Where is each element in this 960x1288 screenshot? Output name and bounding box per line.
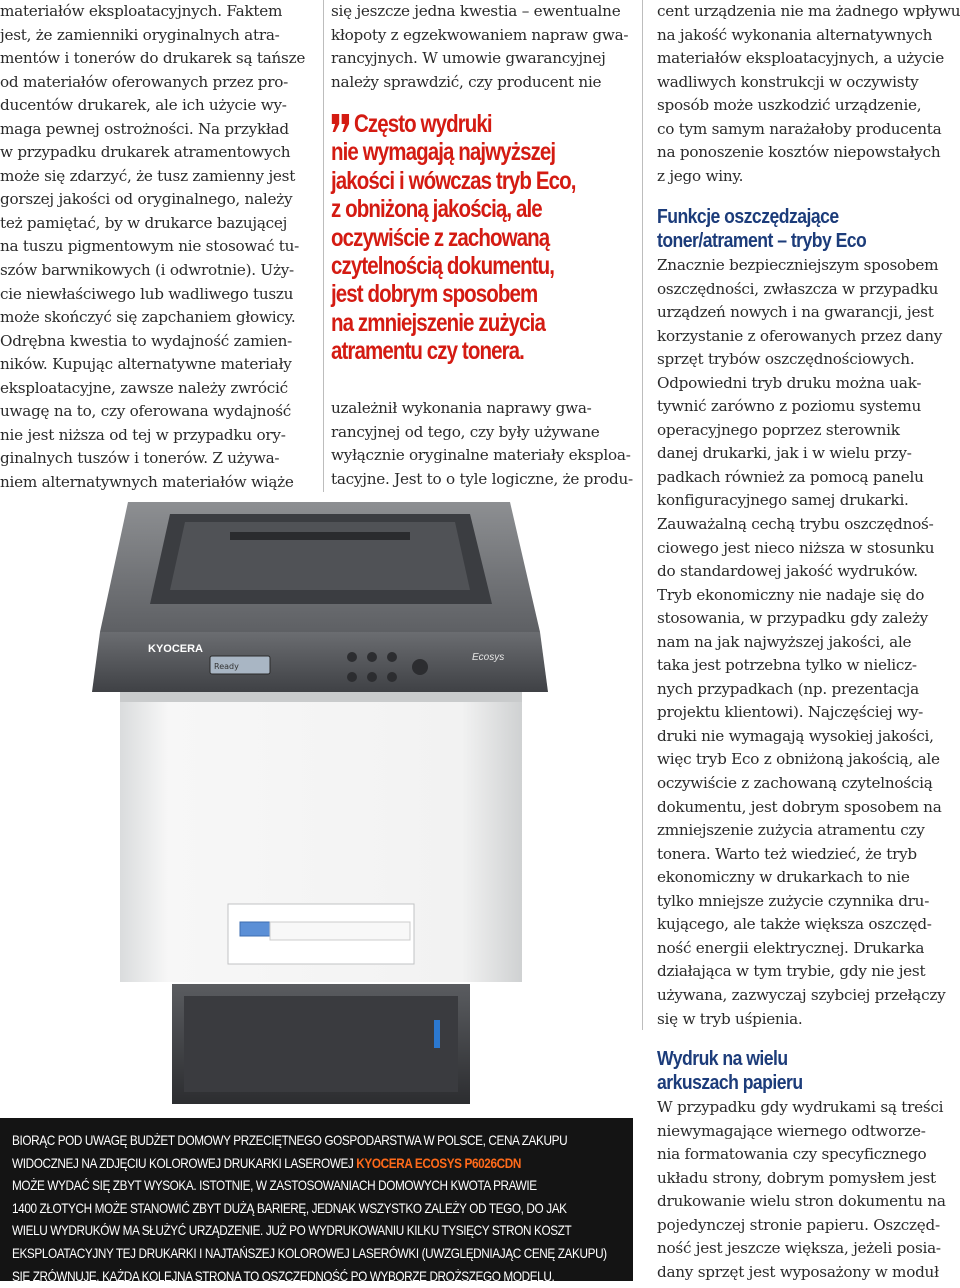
- text-line: pojedynczej stronie papieru. Oszczęd-: [657, 1215, 940, 1234]
- caption-product-name: KYOCERA ECOSYS P6026CDN: [356, 1155, 521, 1171]
- text-line: może się zdarzyć, że tusz zamienny jest: [0, 166, 296, 185]
- printer-body: [120, 692, 522, 982]
- pull-quote-line: Często wydruki: [331, 110, 577, 138]
- text-line: tywnić zarówno z poziomu systemu: [657, 397, 922, 416]
- text-line: uzależnił wykonania naprawy gwa-: [331, 399, 592, 417]
- text-line: szów barwnikowych (i odwrotnie). Uży-: [0, 261, 294, 280]
- section-heading-line: Wydruk na wielu: [657, 1048, 788, 1070]
- text-line: niewymagające wiernego odtworze-: [657, 1121, 926, 1140]
- text-line: zmniejszenie zużycia atramentu czy: [657, 821, 925, 840]
- article-column-middle-top: [331, 0, 628, 94]
- text-line: eksploatacyjne, zawsze należy zwrócić: [0, 378, 288, 397]
- text-line: na jakość wykonania alternatywnych: [657, 25, 933, 44]
- pull-quote-line: oczywiście z zachowaną: [331, 223, 550, 252]
- text-line: mentów i tonerów do drukarek są tańsze: [0, 49, 306, 68]
- section-heading-line: toner/atrament – tryby Eco: [657, 229, 867, 252]
- text-line: gorszej jakości od oryginalnego, należy: [0, 190, 293, 209]
- printer-brand-logo: KYOCERA: [148, 643, 204, 655]
- pull-quote-line: jakości i wówczas tryb Eco,: [331, 166, 576, 195]
- text-line: Odrębna kwestia to wydajność zamien-: [0, 331, 293, 350]
- text-line: ciowego jest nieco niższa w stosunku: [657, 538, 935, 557]
- text-line: rancyjnych. W umowie gwarancyjnej: [331, 49, 606, 68]
- caption-line: MOŻE WYDAĆ SIĘ ZBYT WYSOKA. ISTOTNIE, W ZASTOSOWANIACH DOMOWYCH KWOTA PRAWIE: [12, 1178, 537, 1194]
- text-line: niem alternatywnych materiałów wiąże: [0, 472, 294, 491]
- text-line: nie jest niższa od tej w przypadku ory-: [0, 425, 286, 444]
- text-line: stosowania, w przypadku gdy zależy: [657, 609, 928, 628]
- text-line: sposób może uszkodzić urządzenie,: [657, 96, 922, 115]
- text-line: nych przypadkach (np. prezentacja: [657, 679, 919, 698]
- pull-quote-line: atramentu czy tonera.: [331, 337, 524, 366]
- text-line: tylko mniejsze zużycie czynnika dru-: [657, 891, 930, 910]
- quote-mark-icon: [331, 113, 351, 133]
- column-divider-left: [323, 0, 324, 492]
- text-line: operacyjnego poprzez sterownik: [657, 420, 900, 439]
- text-line: tacyjne. Jest to o tyle logiczne, że produ-: [331, 469, 633, 488]
- text-line: z jego winy.: [657, 166, 744, 185]
- text-line: uwagę na to, czy oferowana wydajność: [0, 402, 292, 421]
- text-line: używana, zazwyczaj szybciej przełączy: [657, 985, 946, 1004]
- printer-paper-tray: [172, 984, 470, 1104]
- pull-quote-line: jest dobrym sposobem: [331, 280, 538, 309]
- text-line: wyłącznie oryginalne materiały eksploa-: [331, 446, 631, 465]
- text-line: tonera. Warto też wiedzieć, że tryb: [657, 844, 917, 863]
- text-line: W przypadku gdy wydrukami są treści: [657, 1098, 944, 1116]
- section-heading-multi-sheet: [657, 1048, 803, 1095]
- text-line: ność jest jeszcze większa, jeżeli posia-: [657, 1239, 941, 1258]
- caption-line: EKSPLOATACYJNY TEJ DRUKARKI I NAJTAŃSZEJ KOLOROWEJ LASERÓWKI (UWZGLĘDNIAJĄC CENĘ ZAKUPU): [12, 1245, 607, 1261]
- pull-quote-line: z obniżoną jakością, ale: [331, 195, 542, 224]
- text-line: dokumentu, jest dobrym sposobem na: [657, 797, 942, 816]
- article-column-right-middle: [657, 254, 945, 1031]
- text-line: do standardowej jakość wydruków.: [657, 562, 918, 581]
- text-line: ginalnych tuszów i tonerów. Z używa-: [0, 449, 280, 468]
- text-line: materiałów eksploatacyjnych. Faktem: [0, 2, 283, 20]
- caption-line: BIORĄC POD UWAGĘ BUDŻET DOMOWY PRZECIĘTNEGO GOSPODARSTWA W POLSCE, CENA ZAKUPU: [12, 1133, 568, 1148]
- text-line: co tym samym narażałoby producenta: [657, 119, 942, 138]
- text-line: Odpowiedni tryb druku można uak-: [657, 373, 922, 392]
- text-line: sprzęt trybów oszczędnościowych.: [657, 350, 915, 369]
- pull-quote-line: czytelnością dokumentu,: [331, 252, 555, 281]
- text-line: maga pewnej ostrożności. Na przykład: [0, 119, 289, 138]
- text-line: ników. Kupując alternatywne materiały: [0, 355, 292, 374]
- text-line: drukowanie wielu stron dokumentu na: [657, 1192, 946, 1211]
- text-line: rancyjnej od tego, czy były używane: [331, 422, 600, 441]
- text-line: cie niewłaściwego lub wadliwego tuszu: [0, 284, 294, 303]
- caption-line: WIDOCZNEJ NA ZDJĘCIU KOLOROWEJ DRUKARKI LASEROWEJ KYOCERA ECOSYS P6026CDN: [12, 1155, 521, 1171]
- text-line: kłopoty z egzekwowaniem napraw gwa-: [331, 25, 629, 44]
- text-line: druki nie wymagają wysokiej jakości,: [657, 726, 934, 745]
- text-line: też pamiętać, by w drukarce bazującej: [0, 213, 288, 232]
- text-line: ekonomiczny w drukarkach to nie: [657, 868, 910, 887]
- text-line: korzystanie z oferowanych przez dany: [657, 326, 943, 345]
- pull-quote: [331, 110, 577, 366]
- text-line: układu strony, dobrym pomysłem jest: [657, 1168, 936, 1187]
- photo-caption: [0, 1118, 633, 1284]
- pull-quote-line: nie wymagają najwyższej: [331, 138, 556, 167]
- text-line: oczywiście z zachowaną czytelnością: [657, 774, 933, 793]
- section-heading-line: arkuszach papieru: [657, 1071, 803, 1094]
- article-column-right-top: [657, 0, 960, 188]
- section-heading-line: Funkcje oszczędzające: [657, 206, 839, 228]
- text-line: konfiguracyjnego samej drukarki.: [657, 491, 909, 510]
- text-line: Tryb ekonomiczny nie nadaje się do: [657, 585, 925, 604]
- text-line: na tuszu pigmentowym nie stosować tu-: [0, 237, 300, 256]
- text-line: cent urządzenia nie ma żadnego wpływu: [657, 2, 960, 20]
- text-line: więc tryb Eco z obniżoną jakością, ale: [657, 750, 940, 769]
- text-line: na ponoszenie kosztów niepowstałych: [657, 143, 941, 162]
- article-column-middle-bottom: [331, 397, 633, 491]
- column-divider-right: [642, 0, 643, 1030]
- printer-top-lid: [100, 502, 540, 632]
- text-line: materiałów eksploatacyjnych, a użycie: [657, 49, 944, 68]
- text-line: urządzeń nowych i na gwarancji, jest: [657, 303, 934, 322]
- text-line: oszczędności, zwłaszcza w przypadku: [657, 279, 939, 298]
- text-line: działająca w tym trybie, gdy nie jest: [657, 962, 926, 981]
- text-line: może skończyć się zapchaniem głowicy.: [0, 308, 296, 327]
- text-line: się w tryb uśpienia.: [657, 1009, 803, 1028]
- article-column-right-bottom: [657, 1096, 946, 1284]
- text-line: projektu klientowi). Najczęściej wy-: [657, 703, 924, 722]
- text-line: padkach również za pomocą panelu: [657, 467, 924, 486]
- text-line: Znacznie bezpieczniejszym sposobem: [657, 256, 939, 274]
- printer-display-text: Ready: [214, 662, 239, 671]
- printer-model-badge: Ecosys: [472, 652, 505, 663]
- section-heading-eco: [657, 206, 866, 253]
- text-line: taka jest potrzebna tylko w nielicz-: [657, 656, 917, 675]
- text-line: Zauważalną cechą trybu oszczędnoś-: [657, 515, 934, 534]
- text-line: nia formatowania czy specyficznego: [657, 1145, 927, 1164]
- text-line: nam na jak najwyższej jakości, ale: [657, 632, 912, 651]
- article-column-left: [0, 0, 318, 494]
- text-line: danej drukarki, jak i w wielu przy-: [657, 444, 912, 463]
- text-line: należy sprawdzić, czy producent nie: [331, 72, 602, 91]
- text-line: wadliwych konstrukcji w oczywisty: [657, 72, 919, 91]
- caption-line: WIELU WYDRUKÓW MA SŁUŻYĆ URZĄDZENIE. JUŻ PO WYDRUKOWANIU KILKU TYSIĘCY STRON KOSZT: [12, 1223, 572, 1239]
- pull-quote-line: na zmniejszenie zużycia: [331, 308, 545, 337]
- text-line: od materiałów oferowanych przez pro-: [0, 72, 289, 91]
- text-line: się jeszcze jedna kwestia – ewentualne: [331, 2, 621, 20]
- text-line: ność energii elektrycznej. Drukarka: [657, 938, 925, 957]
- text-line: w przypadku drukarek atramentowych: [0, 143, 291, 162]
- text-line: ducentów drukarek, ale ich użycie wy-: [0, 96, 287, 115]
- text-line: kującego, ale także większa oszczęd-: [657, 915, 932, 934]
- text-line: jest, że zamienniki oryginalnych atra-: [0, 25, 280, 44]
- caption-line: 1400 ZŁOTYCH MOŻE STANOWIĆ ZBYT DUŻĄ BARIERĘ, JEDNAK WSZYSTKO ZALEŻY OD TEGO, DO JAK: [12, 1200, 567, 1216]
- caption-line: SIĘ ZRÓWNUJE. KAŻDA KOLEJNA STRONA TO OSZCZĘDNOŚĆ PO WYBORZE DROŻSZEGO MODELU.: [12, 1268, 555, 1284]
- text-line: dany sprzęt jest wyposażony w moduł: [657, 1262, 939, 1281]
